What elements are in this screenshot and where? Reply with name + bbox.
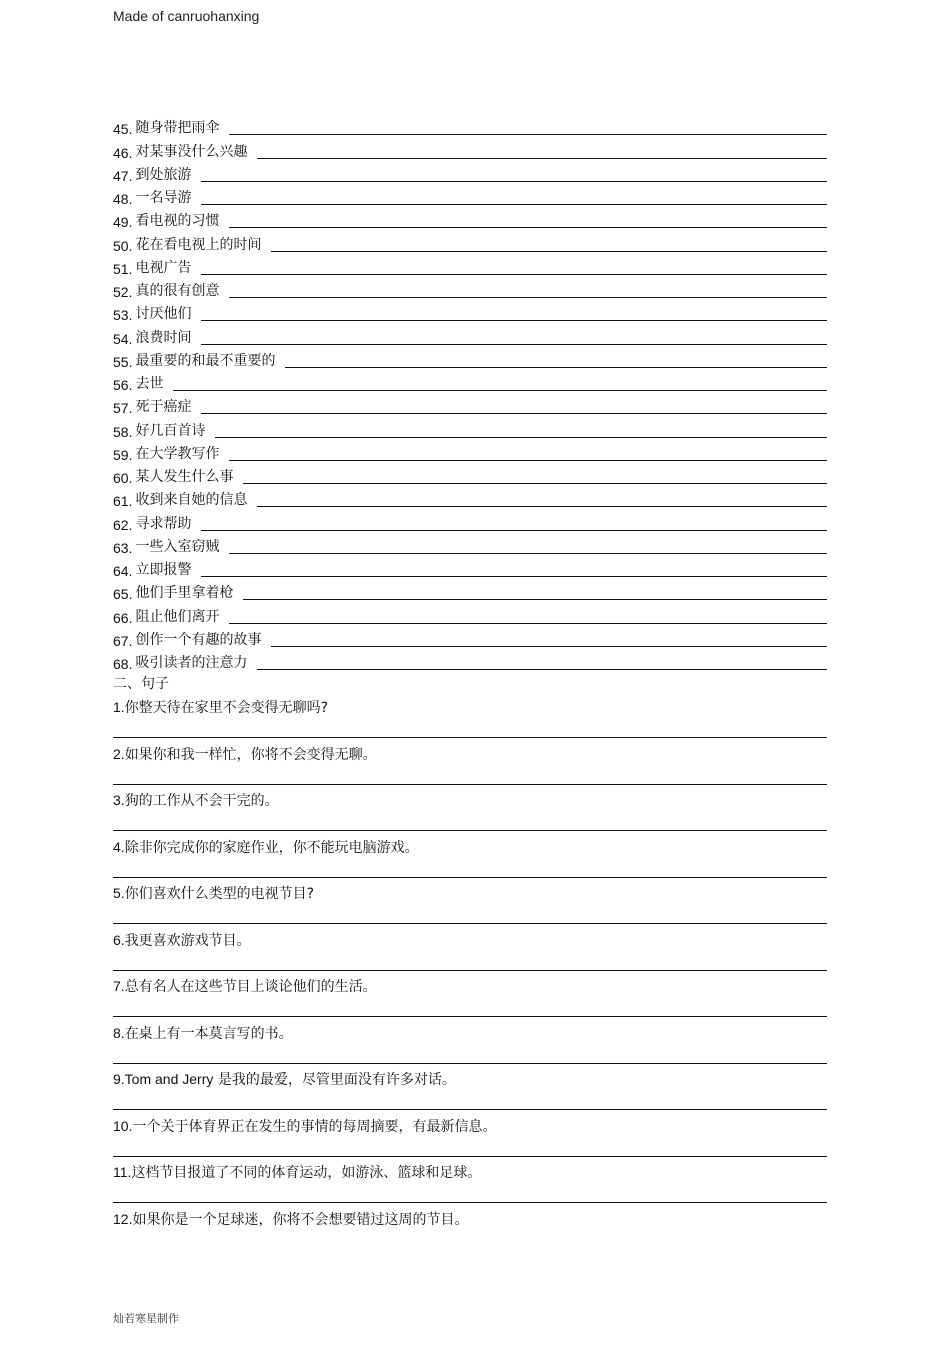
sentence-text: 在桌上有一本莫言写的书。 bbox=[124, 1025, 293, 1042]
sentence-number: 7. bbox=[113, 978, 125, 994]
sentence-text: 你整天待在家里不会变得无聊吗? bbox=[124, 700, 329, 716]
sentence-number: 10. bbox=[113, 1117, 133, 1134]
vocab-item bbox=[113, 393, 827, 416]
sentence-prompt bbox=[113, 790, 279, 810]
sentence-item bbox=[113, 1023, 827, 1070]
sentence-text: 除非你完成你的家庭作业，你不能玩电脑游戏。 bbox=[124, 839, 419, 856]
answer-line[interactable] bbox=[201, 343, 827, 345]
sentence-item bbox=[113, 976, 827, 1023]
sentence-number: 9.Tom and Jerry bbox=[113, 1071, 214, 1087]
vocab-text: 寻求帮助 bbox=[135, 515, 192, 532]
vocab-text: 收到来自她的信息 bbox=[135, 492, 248, 509]
answer-line[interactable] bbox=[201, 412, 827, 414]
answer-line[interactable] bbox=[113, 830, 827, 831]
sentence-item bbox=[113, 1116, 827, 1163]
sentence-prompt bbox=[113, 1209, 468, 1229]
answer-line[interactable] bbox=[113, 1109, 827, 1110]
vocab-number: 54. bbox=[113, 330, 133, 347]
sentence-prompt bbox=[113, 883, 314, 903]
vocab-item bbox=[113, 626, 827, 649]
sentence-number: 2. bbox=[113, 745, 125, 762]
vocab-item bbox=[113, 533, 827, 556]
vocab-item bbox=[113, 649, 827, 672]
vocab-number: 49. bbox=[113, 214, 133, 231]
vocab-item bbox=[113, 416, 827, 439]
answer-line[interactable] bbox=[215, 436, 827, 438]
answer-line[interactable] bbox=[113, 737, 827, 738]
sentence-text: 总有名人在这些节目上谈论他们的生活。 bbox=[124, 979, 377, 995]
vocab-item bbox=[113, 137, 827, 160]
vocab-text: 看电视的习惯 bbox=[135, 213, 220, 230]
answer-line[interactable] bbox=[229, 622, 827, 624]
vocab-number: 67. bbox=[113, 632, 133, 649]
vocab-text: 一名导游 bbox=[135, 190, 192, 206]
vocab-item bbox=[113, 579, 827, 602]
vocab-item bbox=[113, 161, 827, 184]
answer-line[interactable] bbox=[173, 389, 827, 391]
answer-line[interactable] bbox=[201, 319, 827, 321]
sentence-text: 这档节目报道了不同的体育运动，如游泳、篮球和足球。 bbox=[131, 1165, 482, 1181]
vocab-number: 52. bbox=[113, 284, 133, 300]
sentence-number: 11. bbox=[113, 1164, 132, 1180]
vocab-text: 吸引读者的注意力 bbox=[135, 655, 248, 671]
answer-line[interactable] bbox=[243, 482, 827, 484]
vocab-item bbox=[113, 114, 827, 137]
vocab-number: 55. bbox=[113, 353, 133, 370]
vocab-number: 62. bbox=[113, 516, 133, 533]
answer-line[interactable] bbox=[229, 296, 827, 298]
vocab-number: 48. bbox=[113, 191, 133, 207]
answer-line[interactable] bbox=[271, 250, 827, 252]
answer-line[interactable] bbox=[285, 366, 827, 368]
vocab-text: 到处旅游 bbox=[135, 166, 192, 183]
vocab-item bbox=[113, 440, 827, 463]
sentence-prompt bbox=[113, 930, 251, 950]
vocab-number: 65. bbox=[113, 586, 133, 603]
sentence-number: 3. bbox=[113, 792, 125, 808]
vocab-number: 47. bbox=[113, 167, 133, 184]
vocab-number: 50. bbox=[113, 237, 133, 254]
vocab-number: 56. bbox=[113, 377, 133, 393]
sentence-item bbox=[113, 1162, 827, 1209]
vocab-item bbox=[113, 347, 827, 370]
sentence-text: 狗的工作从不会干完的。 bbox=[124, 793, 279, 809]
sentence-text: 我更喜欢游戏节目。 bbox=[124, 932, 251, 949]
answer-line[interactable] bbox=[201, 529, 827, 531]
sentence-prompt bbox=[113, 697, 328, 717]
vocab-text: 讨厌他们 bbox=[135, 306, 192, 323]
vocab-item bbox=[113, 463, 827, 486]
sentence-text: 你们喜欢什么类型的电视节目? bbox=[124, 886, 315, 902]
sentence-item bbox=[113, 837, 827, 884]
answer-line[interactable] bbox=[201, 575, 827, 577]
answer-line[interactable] bbox=[229, 459, 827, 461]
answer-line[interactable] bbox=[113, 1202, 827, 1203]
vocab-item bbox=[113, 370, 827, 393]
vocab-number: 66. bbox=[113, 609, 133, 626]
vocab-item bbox=[113, 207, 827, 230]
vocab-item bbox=[113, 602, 827, 625]
sentence-text: 如果你和我一样忙，你将不会变得无聊。 bbox=[124, 746, 377, 763]
sentence-item bbox=[113, 744, 827, 791]
answer-line[interactable] bbox=[257, 505, 827, 507]
answer-line[interactable] bbox=[201, 273, 827, 275]
answer-line[interactable] bbox=[113, 1016, 827, 1017]
sentence-number: 4. bbox=[113, 838, 125, 855]
vocab-text: 立即报警 bbox=[135, 562, 192, 578]
answer-line[interactable] bbox=[113, 877, 827, 878]
vocab-number: 61. bbox=[113, 493, 133, 510]
vocab-number: 51. bbox=[113, 260, 133, 277]
vocab-item bbox=[113, 230, 827, 253]
answer-line[interactable] bbox=[257, 157, 827, 159]
sentence-prompt bbox=[113, 1116, 496, 1136]
sentence-number: 8. bbox=[113, 1024, 125, 1041]
sentence-prompt bbox=[113, 837, 419, 857]
sentence-number: 12. bbox=[113, 1210, 133, 1227]
page-header: Made of canruohanxing bbox=[113, 8, 260, 24]
sentence-item bbox=[113, 1069, 827, 1116]
sentence-text: 如果你是一个足球迷，你将不会想要错过这周的节目。 bbox=[132, 1211, 469, 1228]
section-title: 二、句子 bbox=[113, 676, 169, 692]
vocab-text: 花在看电视上的时间 bbox=[135, 236, 262, 253]
vocab-number: 64. bbox=[113, 563, 133, 579]
answer-line[interactable] bbox=[113, 970, 827, 971]
sentence-prompt bbox=[113, 744, 377, 764]
vocab-text: 一些入室窃贼 bbox=[135, 538, 220, 555]
vocab-item bbox=[113, 323, 827, 346]
vocab-number: 63. bbox=[113, 539, 133, 556]
sentence-number: 1. bbox=[113, 699, 125, 715]
sentence-prompt bbox=[113, 1162, 481, 1182]
answer-line[interactable] bbox=[201, 203, 827, 205]
answer-line[interactable] bbox=[113, 923, 827, 924]
sentence-text: 一个关于体育界正在发生的事情的每周摘要，有最新信息。 bbox=[132, 1118, 497, 1135]
sentence-number: 6. bbox=[113, 931, 125, 948]
sentence-number: 5. bbox=[113, 885, 125, 901]
sentence-item bbox=[113, 697, 827, 744]
vocab-text: 在大学教写作 bbox=[135, 445, 220, 462]
sentence-item bbox=[113, 790, 827, 837]
vocab-text: 对某事没什么兴趣 bbox=[135, 143, 248, 160]
sentence-text: 是我的最爱，尽管里面没有许多对话。 bbox=[213, 1072, 456, 1088]
vocab-text: 浪费时间 bbox=[135, 329, 192, 346]
vocab-number: 59. bbox=[113, 446, 133, 463]
answer-line[interactable] bbox=[229, 133, 827, 135]
vocab-item bbox=[113, 184, 827, 207]
vocab-number: 53. bbox=[113, 307, 133, 324]
vocab-item bbox=[113, 254, 827, 277]
answer-line[interactable] bbox=[243, 598, 827, 600]
vocab-text: 创作一个有趣的故事 bbox=[135, 631, 262, 648]
sentence-prompt bbox=[113, 1069, 456, 1089]
answer-line[interactable] bbox=[229, 552, 827, 554]
vocab-number: 57. bbox=[113, 400, 133, 417]
answer-line[interactable] bbox=[257, 668, 827, 670]
vocab-list bbox=[113, 114, 827, 672]
vocab-item bbox=[113, 509, 827, 532]
sentence-list bbox=[113, 697, 827, 1255]
vocab-text: 电视广告 bbox=[135, 259, 192, 276]
vocab-text: 他们手里拿着枪 bbox=[135, 585, 234, 602]
page-footer: 灿若寒星制作 bbox=[113, 1312, 179, 1325]
vocab-number: 45. bbox=[113, 121, 133, 138]
answer-line[interactable] bbox=[229, 226, 827, 228]
vocab-item bbox=[113, 556, 827, 579]
vocab-text: 去世 bbox=[135, 376, 164, 392]
vocab-text: 随身带把雨伞 bbox=[135, 120, 220, 137]
answer-line[interactable] bbox=[113, 784, 827, 785]
sentence-prompt bbox=[113, 976, 377, 996]
vocab-text: 阻止他们离开 bbox=[135, 608, 220, 625]
vocab-text: 最重要的和最不重要的 bbox=[135, 352, 276, 369]
vocab-number: 60. bbox=[113, 470, 133, 486]
sentence-prompt bbox=[113, 1023, 293, 1043]
vocab-text: 某人发生什么事 bbox=[135, 469, 234, 485]
answer-line[interactable] bbox=[113, 1063, 827, 1064]
vocab-item bbox=[113, 300, 827, 323]
vocab-text: 好几百首诗 bbox=[135, 422, 206, 439]
vocab-number: 68. bbox=[113, 656, 133, 672]
vocab-number: 58. bbox=[113, 423, 133, 440]
answer-line[interactable] bbox=[113, 1156, 827, 1157]
vocab-number: 46. bbox=[113, 144, 133, 161]
vocab-text: 死于癌症 bbox=[135, 399, 192, 416]
sentence-item bbox=[113, 1209, 827, 1256]
answer-line[interactable] bbox=[201, 180, 827, 182]
vocab-item bbox=[113, 277, 827, 300]
sentence-item bbox=[113, 883, 827, 930]
answer-line[interactable] bbox=[271, 645, 827, 647]
sentence-item bbox=[113, 930, 827, 977]
vocab-text: 真的很有创意 bbox=[135, 283, 220, 299]
vocab-item bbox=[113, 486, 827, 509]
